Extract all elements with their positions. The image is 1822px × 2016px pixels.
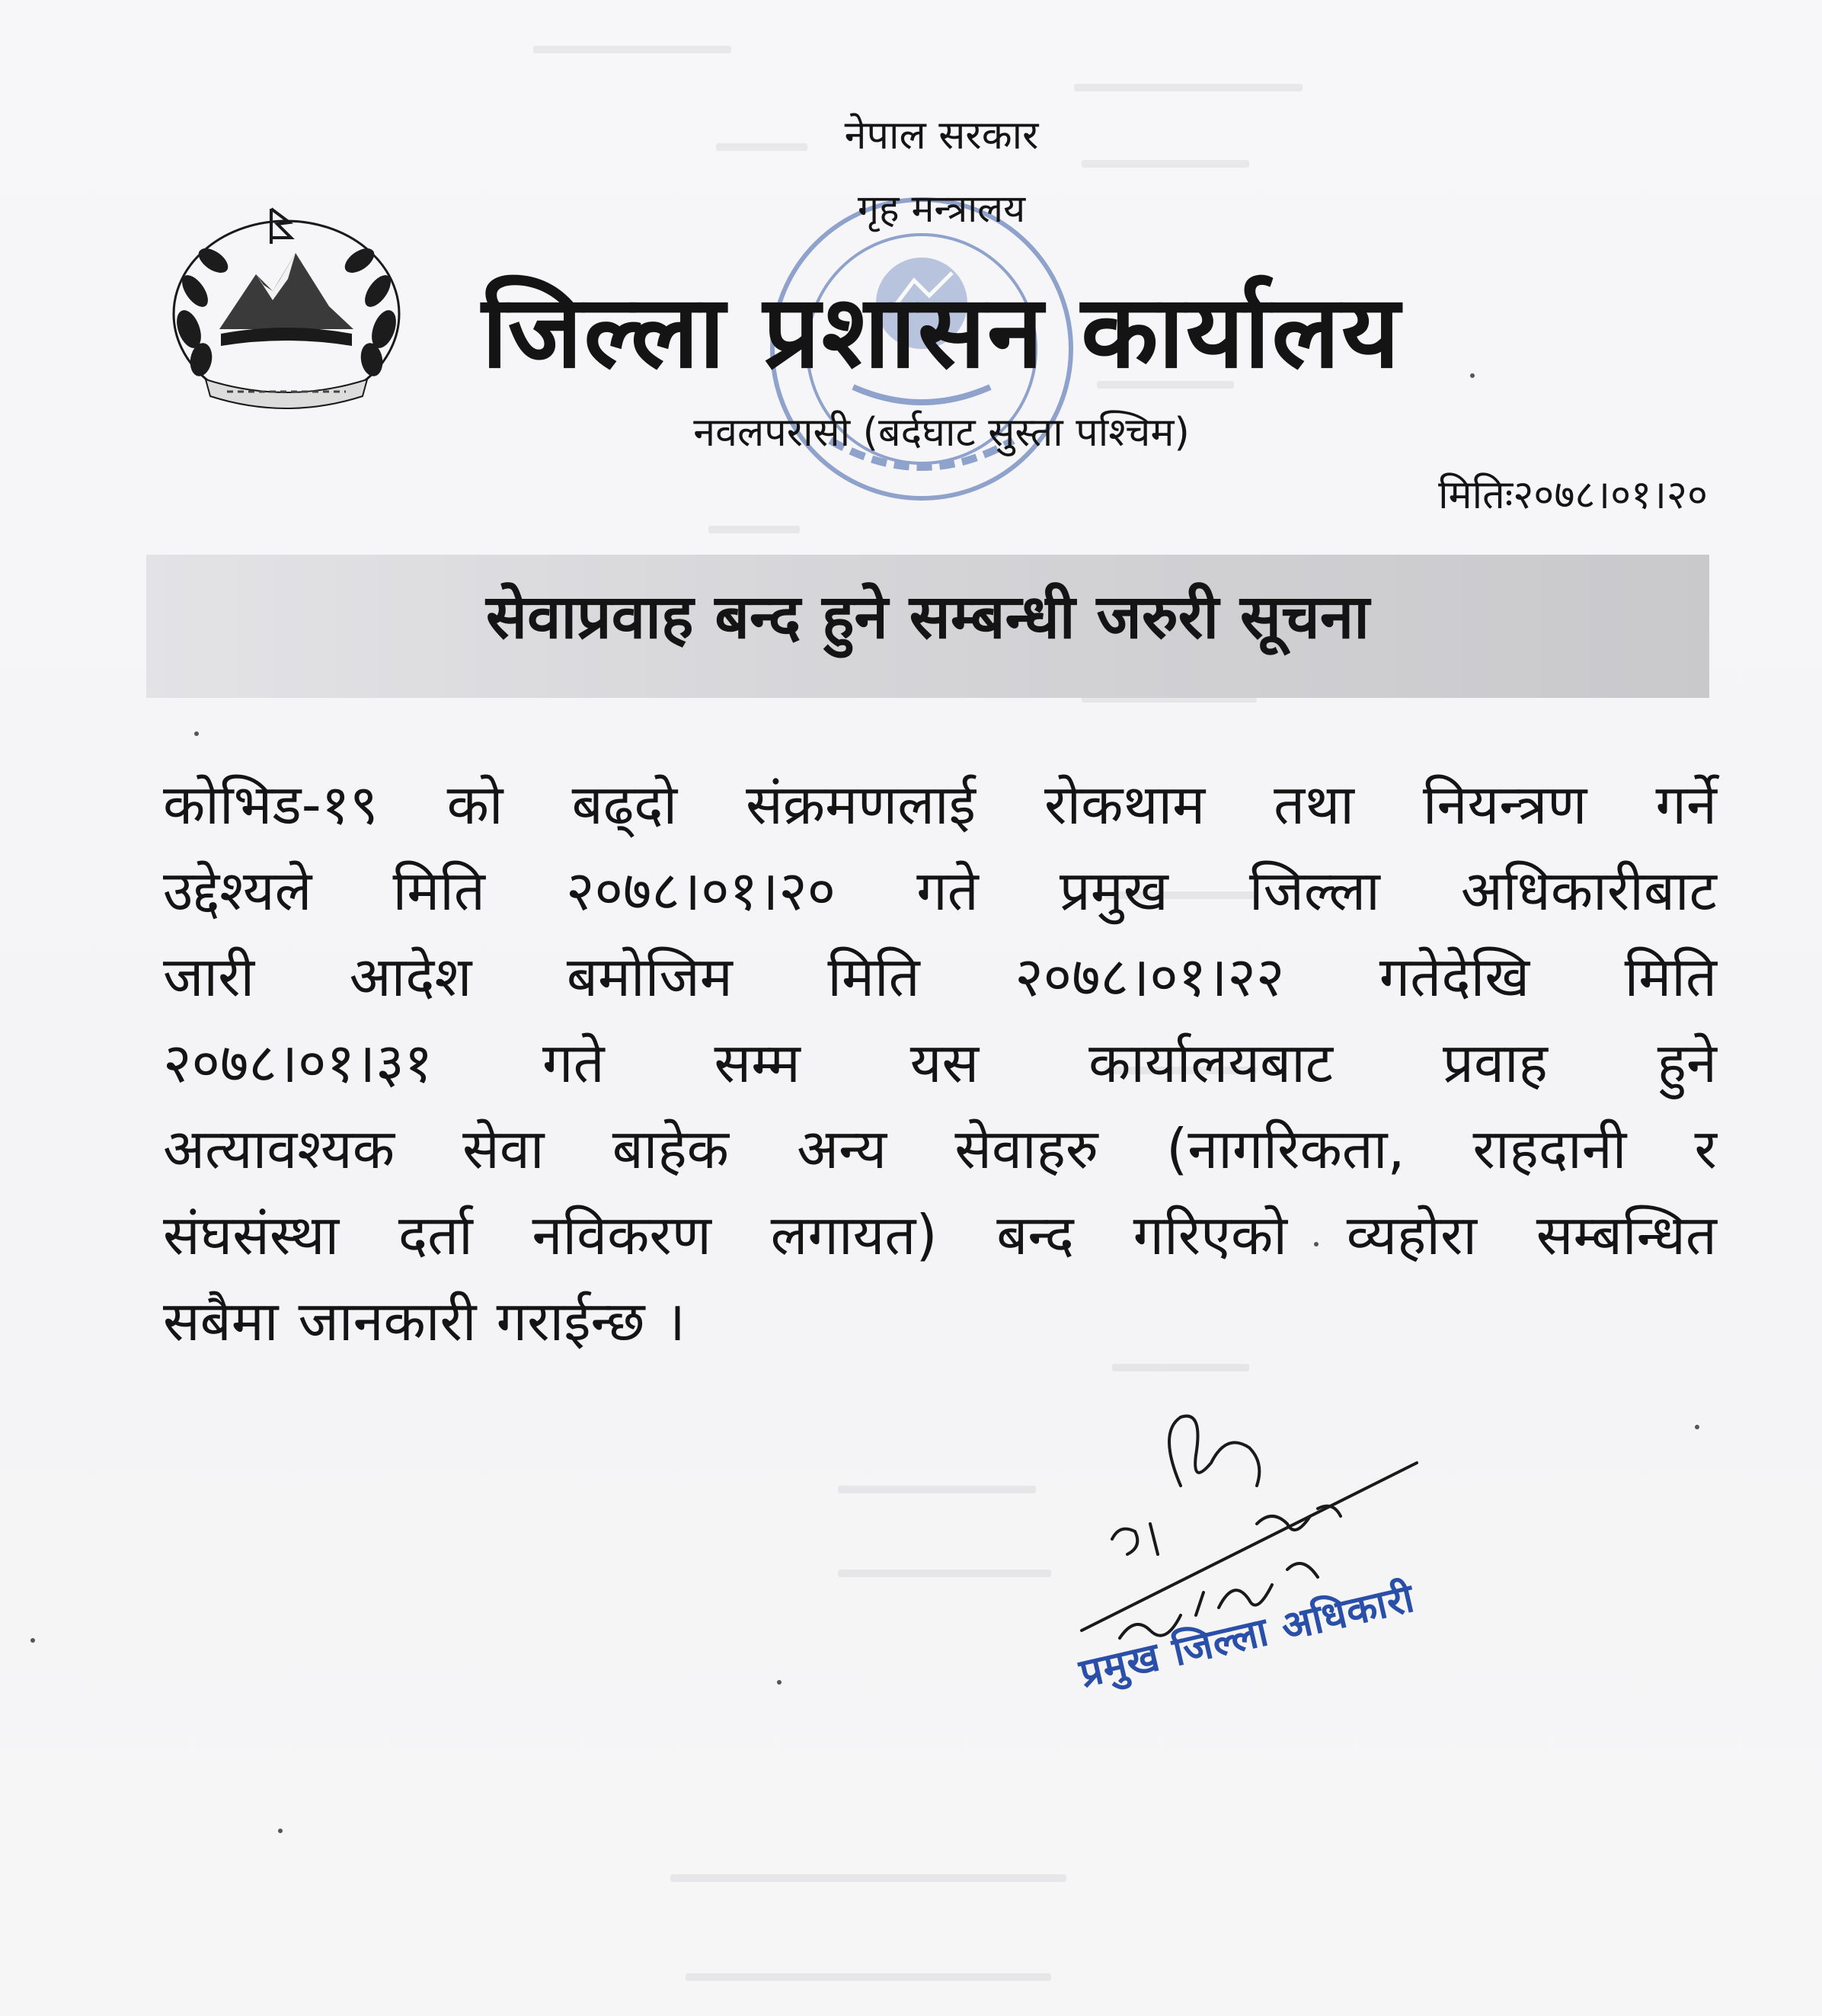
body-word: गर्ने	[1655, 773, 1717, 837]
bleed-mark	[533, 46, 731, 53]
body-word: गते	[916, 859, 979, 923]
ministry-name: गृह मन्त्रालय	[857, 187, 1026, 231]
body-word: व्यहोरा	[1346, 1203, 1478, 1267]
speck	[194, 731, 199, 736]
body-word: प्रवाह	[1442, 1031, 1548, 1095]
body-word: संक्रमणलाई	[746, 773, 977, 837]
body-word: राहदानी	[1472, 1117, 1627, 1181]
body-word: गते	[542, 1031, 605, 1095]
body-word: हुने	[1657, 1031, 1717, 1095]
body-word: को	[446, 773, 503, 837]
body-word: नियन्त्रण	[1422, 773, 1587, 837]
body-word: गरिएको	[1133, 1203, 1287, 1267]
body-word: अन्य	[797, 1117, 887, 1181]
body-word: जिल्ला	[1248, 859, 1380, 923]
body-line	[163, 1278, 1717, 1365]
body-line	[163, 848, 1717, 934]
bleed-mark	[1112, 1364, 1249, 1371]
body-word: जानकारी	[298, 1289, 477, 1353]
body-word: (नागरिकता,	[1166, 1117, 1405, 1181]
body-word: संघसंस्था	[163, 1203, 340, 1267]
body-word: सम्बन्धित	[1536, 1203, 1717, 1267]
body-word: कार्यालयबाट	[1088, 1031, 1334, 1095]
body-word: अत्यावश्यक	[163, 1117, 395, 1181]
bleed-mark	[670, 1874, 1066, 1882]
body-word: अधिकारीबाट	[1460, 859, 1717, 923]
body-word: सम्म	[714, 1031, 801, 1095]
speck	[30, 1638, 35, 1643]
body-word: तथा	[1274, 773, 1354, 837]
body-word: मिति	[392, 859, 485, 923]
body-word: ।	[664, 1289, 686, 1353]
bleed-mark	[838, 1486, 1036, 1493]
body-word: कोभिड-१९	[163, 773, 379, 837]
bleed-mark	[1082, 160, 1249, 168]
district-name: नवलपरासी (बर्दघाट सुस्ता पश्चिम)	[693, 410, 1190, 456]
body-word: गतेदेखि	[1379, 945, 1530, 1009]
body-word: रोकथाम	[1044, 773, 1206, 837]
signatory-stamp: प्रमुख जिल्ला अधिकारी	[1075, 1575, 1419, 1698]
speck	[777, 1680, 782, 1685]
bleed-mark	[686, 1973, 1051, 1981]
notice-body	[163, 762, 1717, 1365]
speck	[1314, 1242, 1319, 1246]
body-word: २०७८।०१।३१	[163, 1031, 433, 1095]
body-word: बन्द	[996, 1203, 1074, 1267]
bleed-mark	[708, 526, 800, 533]
body-word: बमोजिम	[566, 945, 733, 1009]
speck	[278, 1829, 283, 1833]
body-word: आदेश	[349, 945, 472, 1009]
body-word: सबैमा	[163, 1289, 279, 1353]
office-name: जिल्ला प्रशासन कार्यालय	[481, 274, 1402, 391]
body-word: सेवा	[462, 1117, 545, 1181]
issue-date: मितिः२०७८।०१।२०	[1438, 472, 1708, 518]
body-word: गराईन्छ	[496, 1289, 645, 1353]
notice-title: सेवाप्रवाह बन्द हुने सम्बन्धी जरुरी सूचना	[486, 581, 1370, 652]
body-word: २०७८।०१।२०	[566, 859, 836, 923]
body-word: लगायत)	[770, 1203, 938, 1267]
speck	[1470, 373, 1475, 378]
body-word: नविकरण	[532, 1203, 711, 1267]
bleed-mark	[838, 1570, 1051, 1577]
body-word: यस	[909, 1031, 980, 1095]
body-word: सेवाहरु	[954, 1117, 1098, 1181]
body-word: बाहेक	[612, 1117, 729, 1181]
body-line	[163, 1106, 1717, 1192]
body-line	[163, 934, 1717, 1020]
body-word: मिति	[827, 945, 920, 1009]
body-word: मिति	[1624, 945, 1717, 1009]
body-word: जारी	[163, 945, 255, 1009]
bleed-mark	[1074, 84, 1303, 91]
body-word: र	[1694, 1117, 1717, 1181]
body-word: बढ्दो	[571, 773, 678, 837]
body-word: प्रमुख	[1059, 859, 1168, 923]
body-line	[163, 1192, 1717, 1278]
body-line	[163, 1020, 1717, 1106]
body-word: दर्ता	[398, 1203, 473, 1267]
body-line	[163, 762, 1717, 848]
government-name: नेपाल सरकार	[844, 113, 1039, 158]
speck	[1695, 1425, 1699, 1429]
body-word: उद्देश्यले	[163, 859, 312, 923]
body-word: २०७८।०१।२२	[1015, 945, 1285, 1009]
